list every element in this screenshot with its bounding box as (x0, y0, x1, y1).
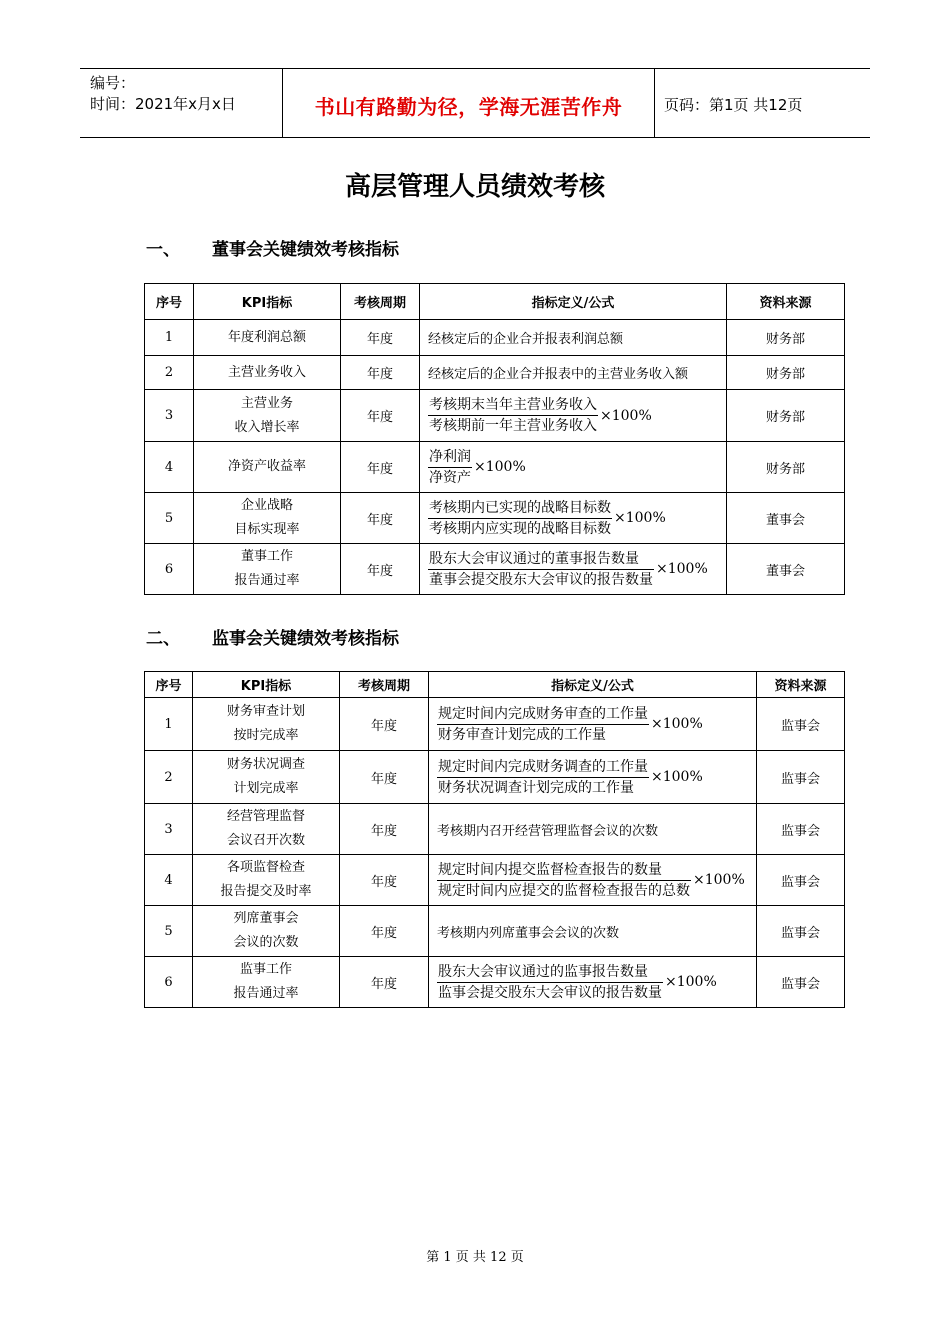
row-number: 2 (145, 356, 194, 390)
table-row (145, 957, 845, 1008)
assessment-period: 年度 (340, 855, 429, 906)
kpi-name-line: 报告提交及时率 (220, 884, 312, 899)
section-heading: 董事会关键绩效考核指标 (212, 240, 399, 260)
definition-cell (420, 390, 727, 442)
section-number: 二、 (146, 629, 180, 649)
kpi-name-cell (194, 544, 341, 595)
data-source: 监事会 (757, 855, 845, 906)
assessment-period: 年度 (340, 957, 429, 1008)
section-title (146, 624, 399, 649)
formula-multiplier: ×100% (651, 716, 703, 732)
column-header: 资料来源 (727, 284, 845, 320)
formula-numerator: 规定时间内完成财务调查的工作量 (437, 757, 649, 778)
kpi-name-cell (193, 698, 340, 751)
row-number: 2 (145, 751, 193, 804)
kpi-name-line: 各项监督检查 (226, 860, 305, 875)
formula-fraction (437, 757, 649, 798)
kpi-name-cell (193, 957, 340, 1008)
kpi-name-line: 净资产收益率 (227, 459, 306, 474)
formula-multiplier: ×100% (665, 974, 717, 990)
definition-cell (429, 698, 757, 751)
row-number: 5 (145, 493, 194, 544)
page-header (80, 68, 870, 138)
assessment-period: 年度 (340, 698, 429, 751)
data-source: 监事会 (757, 906, 845, 957)
column-header: 指标定义/公式 (429, 672, 757, 698)
table-row (145, 855, 845, 906)
formula-denominator: 净资产 (429, 469, 471, 486)
definition-cell (420, 356, 727, 390)
assessment-period: 年度 (341, 356, 420, 390)
definition-cell (420, 493, 727, 544)
data-source: 董事会 (727, 544, 845, 595)
section-heading: 监事会关键绩效考核指标 (212, 629, 399, 649)
assessment-period: 年度 (340, 906, 429, 957)
kpi-name-line: 收入增长率 (234, 419, 300, 435)
formula-fraction (428, 498, 612, 539)
row-number: 4 (145, 442, 194, 493)
kpi-name-line: 企业战略 (240, 498, 293, 513)
data-source: 监事会 (757, 751, 845, 804)
table-row (145, 390, 845, 442)
row-number: 3 (145, 804, 193, 855)
formula-numerator: 股东大会审议通过的董事报告数量 (428, 549, 654, 570)
header-page-info: 页码：第1页 共12页 (664, 96, 803, 114)
table-header-row (145, 672, 845, 698)
row-number: 4 (145, 855, 193, 906)
kpi-name-line: 年度利润总额 (227, 329, 306, 345)
page-footer: 第 1 页 共 12 页 (426, 1250, 524, 1265)
doc-number-label: 编号： (90, 74, 136, 92)
formula-multiplier: ×100% (474, 459, 526, 475)
table-row (145, 356, 845, 390)
assessment-period: 年度 (341, 442, 420, 493)
table-row (145, 544, 845, 595)
table-row (145, 804, 845, 855)
definition-cell (429, 751, 757, 804)
kpi-name-line: 财务审查计划 (226, 704, 305, 719)
kpi-name-line: 经营管理监督 (226, 809, 305, 824)
kpi-name-cell (193, 906, 340, 957)
kpi-name-cell (193, 855, 340, 906)
assessment-period: 年度 (340, 804, 429, 855)
kpi-name-line: 报告通过率 (234, 573, 300, 588)
column-header: 考核周期 (341, 284, 420, 320)
column-header: KPI指标 (194, 284, 341, 320)
kpi-name-line: 主营业务 (240, 395, 293, 411)
kpi-name-line: 董事工作 (240, 549, 293, 564)
kpi-name-line: 目标实现率 (234, 522, 300, 537)
formula-denominator: 财务状况调查计划完成的工作量 (438, 779, 634, 796)
assessment-period: 年度 (341, 493, 420, 544)
assessment-period: 年度 (341, 320, 420, 356)
formula-denominator: 董事会提交股东大会审议的报告数量 (429, 571, 653, 588)
table-row (145, 493, 845, 544)
data-source: 监事会 (757, 957, 845, 1008)
kpi-name-line: 监事工作 (239, 962, 292, 977)
formula-multiplier: ×100% (656, 561, 708, 577)
assessment-period: 年度 (340, 751, 429, 804)
formula-numerator: 规定时间内完成财务审查的工作量 (437, 704, 649, 725)
header-motto: 书山有路勤为径，学海无涯苦作舟 (314, 95, 623, 119)
assessment-period: 年度 (341, 390, 420, 442)
kpi-name-cell (193, 804, 340, 855)
kpi-name-line: 列席董事会 (233, 911, 299, 926)
table-row (145, 751, 845, 804)
formula-numerator: 净利润 (428, 447, 472, 468)
formula-denominator: 考核期前一年主营业务收入 (429, 418, 597, 434)
definition-cell (429, 855, 757, 906)
kpi-name-line: 会议召开次数 (226, 833, 305, 848)
formula-multiplier: ×100% (600, 407, 652, 424)
kpi-name-cell (194, 390, 341, 442)
kpi-name-cell (194, 442, 341, 493)
definition-cell (420, 442, 727, 493)
data-source: 财务部 (727, 442, 845, 493)
row-number: 6 (145, 544, 194, 595)
formula-numerator: 考核期末当年主营业务收入 (428, 395, 598, 416)
data-source: 监事会 (757, 698, 845, 751)
kpi-table-supervisory (144, 671, 845, 1008)
kpi-name-line: 按时完成率 (233, 728, 299, 743)
table-header-row (145, 284, 845, 320)
row-number: 1 (145, 320, 194, 356)
formula-fraction (437, 704, 649, 745)
formula-denominator: 监事会提交股东大会审议的报告数量 (438, 984, 662, 1001)
formula-numerator: 考核期内已实现的战略目标数 (428, 498, 612, 519)
header-meta (90, 73, 236, 115)
column-header: 序号 (145, 284, 194, 320)
definition-cell (420, 544, 727, 595)
formula-multiplier: ×100% (614, 510, 666, 526)
kpi-name-line: 计划完成率 (233, 781, 299, 796)
column-header: 指标定义/公式 (420, 284, 727, 320)
section-number: 一、 (146, 240, 180, 260)
header-divider (654, 69, 655, 137)
definition-text: 考核期内列席董事会会议的次数 (437, 925, 620, 941)
kpi-name-line: 主营业务收入 (227, 364, 306, 380)
formula-denominator: 规定时间内应提交的监督检查报告的总数 (438, 882, 690, 899)
formula-fraction (437, 962, 663, 1003)
assessment-period: 年度 (341, 544, 420, 595)
row-number: 5 (145, 906, 193, 957)
data-source: 财务部 (727, 320, 845, 356)
kpi-name-line: 财务状况调查 (226, 757, 305, 772)
definition-text: 经核定后的企业合并报表利润总额 (428, 332, 624, 347)
formula-fraction (428, 395, 598, 436)
document-title: 高层管理人员绩效考核 (344, 172, 605, 202)
column-header: 资料来源 (757, 672, 845, 698)
row-number: 1 (145, 698, 193, 751)
kpi-table-board (144, 283, 845, 595)
definition-cell (420, 320, 727, 356)
kpi-name-line: 报告通过率 (233, 986, 299, 1001)
data-source: 财务部 (727, 390, 845, 442)
definition-cell (429, 804, 757, 855)
data-source: 监事会 (757, 804, 845, 855)
row-number: 3 (145, 390, 194, 442)
data-source: 财务部 (727, 356, 845, 390)
doc-time-label: 时间：2021年x月x日 (90, 95, 236, 113)
definition-cell (429, 957, 757, 1008)
formula-numerator: 股东大会审议通过的监事报告数量 (437, 962, 663, 983)
column-header: 序号 (145, 672, 193, 698)
table-row (145, 442, 845, 493)
formula-fraction (428, 549, 654, 590)
column-header: 考核周期 (340, 672, 429, 698)
table-row (145, 320, 845, 356)
data-source: 董事会 (727, 493, 845, 544)
row-number: 6 (145, 957, 193, 1008)
table-row (145, 906, 845, 957)
kpi-name-cell (194, 320, 341, 356)
table-row (145, 698, 845, 751)
formula-numerator: 规定时间内提交监督检查报告的数量 (437, 860, 691, 881)
column-header: KPI指标 (193, 672, 340, 698)
formula-denominator: 财务审查计划完成的工作量 (438, 726, 606, 743)
formula-multiplier: ×100% (693, 872, 745, 888)
formula-multiplier: ×100% (651, 769, 703, 785)
kpi-name-cell (193, 751, 340, 804)
definition-cell (429, 906, 757, 957)
formula-fraction (428, 447, 472, 488)
kpi-name-line: 会议的次数 (233, 935, 299, 950)
formula-fraction (437, 860, 691, 901)
formula-denominator: 考核期内应实现的战略目标数 (429, 520, 611, 537)
kpi-name-cell (194, 356, 341, 390)
definition-text: 经核定后的企业合并报表中的主营业务收入额 (428, 367, 689, 382)
definition-text: 考核期内召开经营管理监督会议的次数 (437, 823, 659, 839)
section-title (146, 235, 399, 260)
kpi-name-cell (194, 493, 341, 544)
